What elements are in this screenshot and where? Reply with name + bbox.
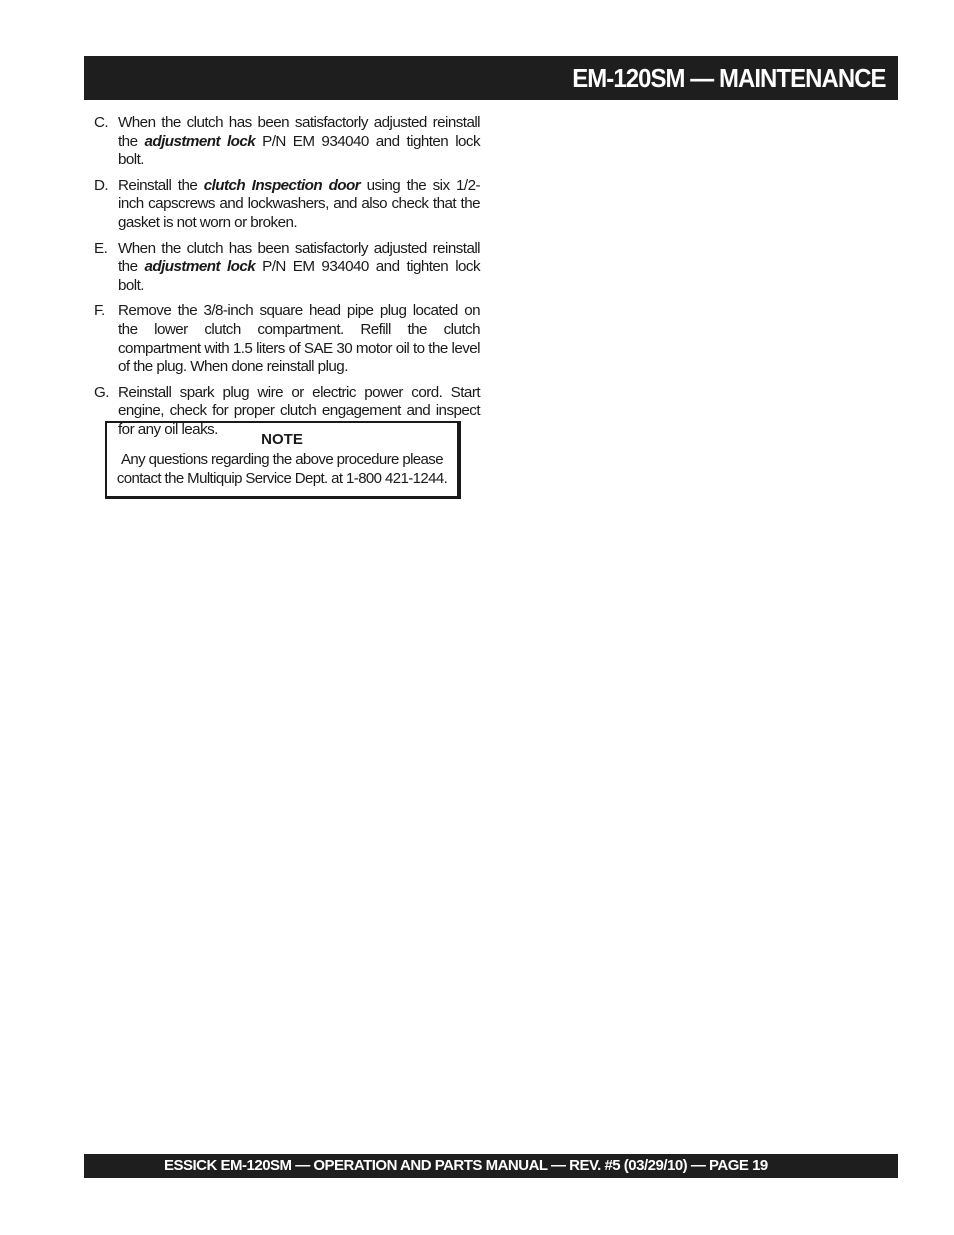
step-f <box>94 302 480 376</box>
step-text-part: P/N EM 934040 and tighten lock bolt. <box>118 258 480 294</box>
note-title: NOTE <box>261 431 303 448</box>
step-letter: D. <box>94 176 109 194</box>
step-letter: C. <box>94 114 109 131</box>
step-letter: E. <box>94 239 108 257</box>
step-text <box>118 177 480 233</box>
note-line-1: Any questions regarding the above procedure please <box>121 450 443 468</box>
footer-bar <box>84 1154 898 1178</box>
step-text <box>118 302 480 376</box>
step-text <box>118 114 480 170</box>
step-emphasis: adjustment lock <box>144 258 256 276</box>
note-box <box>105 421 461 499</box>
step-letter: F. <box>94 302 105 320</box>
step-text-part: Reinstall spark plug wire or electric power cord. Start engine, check for proper clutch engagement and inspect for any oil leaks. <box>118 383 480 438</box>
step-c <box>94 114 480 170</box>
step-text-part: When the clutch has been satisfactorly adjusted reinstall the <box>118 239 480 276</box>
maintenance-steps <box>94 114 480 447</box>
step-text-part: Reinstall the <box>118 176 204 194</box>
step-text-part: Remove the 3/8-inch square head pipe plug located on the lower clutch compartment. Refill the clutch compartment with 1.5 liters of SAE 30 motor oil to the level of the plug. When done reinstall plug. <box>118 302 480 376</box>
page-title: EM-120SM — MAINTENANCE <box>572 63 886 93</box>
step-e <box>94 240 480 296</box>
step-letter: G. <box>94 383 109 401</box>
note-line-2: contact the Multiquip Service Dept. at 1-800 421-1244. <box>116 470 448 487</box>
step-text-part: using the six 1/2-inch capscrews and lockwashers, and also check that the gasket is not worn or broken. <box>118 176 480 231</box>
step-emphasis: adjustment lock <box>144 132 256 150</box>
step-text-part: When the clutch has been satisfactorly adjusted reinstall the <box>118 114 480 150</box>
step-text-part: P/N EM 934040 and tighten lock bolt. <box>118 132 480 169</box>
footer-text: ESSICK EM-120SM — OPERATION AND PARTS MANUAL — REV. #5 (03/29/10) — PAGE 19 <box>164 1157 768 1174</box>
header-bar <box>84 56 898 100</box>
step-emphasis: clutch Inspection door <box>203 176 361 194</box>
step-d <box>94 177 480 233</box>
step-text <box>118 240 480 296</box>
